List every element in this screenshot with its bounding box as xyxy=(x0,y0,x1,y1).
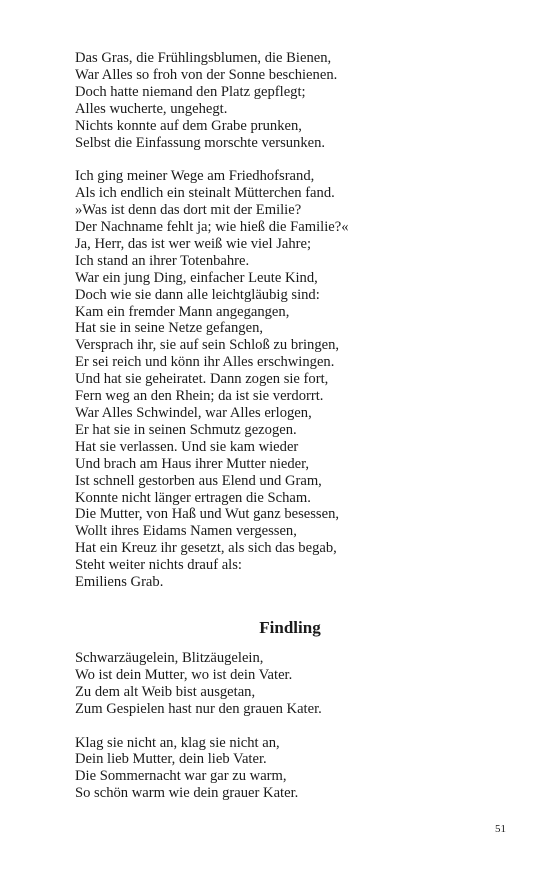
verse-line: Doch wie sie dann alle leichtgläubig sind: xyxy=(75,286,320,303)
verse-line: War ein jung Ding, einfacher Leute Kind, xyxy=(75,269,318,286)
verse-line: Als ich endlich ein steinalt Mütterchen fand. xyxy=(75,185,335,202)
verse-line: Hat sie in seine Netze gefangen, xyxy=(75,320,264,337)
verse-line: Selbst die Einfassung morschte versunken. xyxy=(75,134,326,151)
verse-line: Kam ein fremder Mann angegangen, xyxy=(75,303,290,320)
verse-line: Hat sie verlassen. Und sie kam wieder xyxy=(75,438,299,455)
verse-line: Klag sie nicht an, klag sie nicht an, xyxy=(75,734,280,751)
verse-line: Wollt ihres Eidams Namen vergessen, xyxy=(75,523,297,540)
poem-title: Findling xyxy=(259,617,321,637)
verse-line: Ja, Herr, das ist wer weiß wie viel Jahre; xyxy=(75,235,312,252)
verse-line: Emiliens Grab. xyxy=(75,574,164,591)
verse-line: »Was ist denn das dort mit der Emilie? xyxy=(75,202,302,219)
poem1-stanza-2 xyxy=(75,168,475,591)
verse-line: Und hat sie geheiratet. Dann zogen sie fort, xyxy=(75,371,329,388)
page-number: 51 xyxy=(495,823,506,835)
verse-line: Die Mutter, von Haß und Wut ganz besessen, xyxy=(75,506,340,523)
stanza-gap xyxy=(75,718,475,735)
verse-line: Schwarzäugelein, Blitzäugelein, xyxy=(75,649,264,666)
verse-line: Ich ging meiner Wege am Friedhofsrand, xyxy=(75,168,315,185)
verse-line: Der Nachname fehlt ja; wie hieß die Familie?« xyxy=(75,219,349,236)
verse-line: Wo ist dein Mutter, wo ist dein Vater. xyxy=(75,666,293,683)
poem2-stanza-2 xyxy=(75,735,475,803)
verse-line: So schön warm wie dein grauer Kater. xyxy=(75,785,299,802)
verse-line: Konnte nicht länger ertragen die Scham. xyxy=(75,489,311,506)
verse-line: Ich stand an ihrer Totenbahre. xyxy=(75,252,250,269)
verse-line: Nichts konnte auf dem Grabe prunken, xyxy=(75,117,302,134)
verse-line: Fern weg an den Rhein; da ist sie verdorrt. xyxy=(75,388,324,405)
verse-line: Die Sommernacht war gar zu warm, xyxy=(75,768,287,785)
verse-line: Das Gras, die Frühlingsblumen, die Bienen, xyxy=(75,50,332,66)
stanza-gap xyxy=(75,151,475,168)
verse-line: War Alles Schwindel, war Alles erlogen, xyxy=(75,405,312,422)
poem2-stanza-1 xyxy=(75,650,475,718)
verse-line: Doch hatte niemand den Platz gepflegt; xyxy=(75,83,306,100)
verse-line: Steht weiter nichts drauf als: xyxy=(75,557,242,574)
verse-line: Alles wucherte, ungehegt. xyxy=(75,100,228,117)
verse-line: Versprach ihr, sie auf sein Schloß zu bringen, xyxy=(75,337,340,354)
verse-line: Und brach am Haus ihrer Mutter nieder, xyxy=(75,455,310,472)
verse-line: Er hat sie in seinen Schmutz gezogen. xyxy=(75,421,297,438)
verse-line: War Alles so froh von der Sonne beschienen. xyxy=(75,66,338,83)
verse-line: Hat ein Kreuz ihr gesetzt, als sich das begab, xyxy=(75,540,337,557)
poem1-stanza-1 xyxy=(75,50,475,151)
verse-line: Er sei reich und könn ihr Alles erschwingen. xyxy=(75,354,335,371)
verse-line: Ist schnell gestorben aus Elend und Gram, xyxy=(75,472,322,489)
page-body xyxy=(75,50,475,802)
verse-line: Dein lieb Mutter, dein lieb Vater. xyxy=(75,751,267,768)
verse-line: Zum Gespielen hast nur den grauen Kater. xyxy=(75,700,322,717)
verse-line: Zu dem alt Weib bist ausgetan, xyxy=(75,683,256,700)
